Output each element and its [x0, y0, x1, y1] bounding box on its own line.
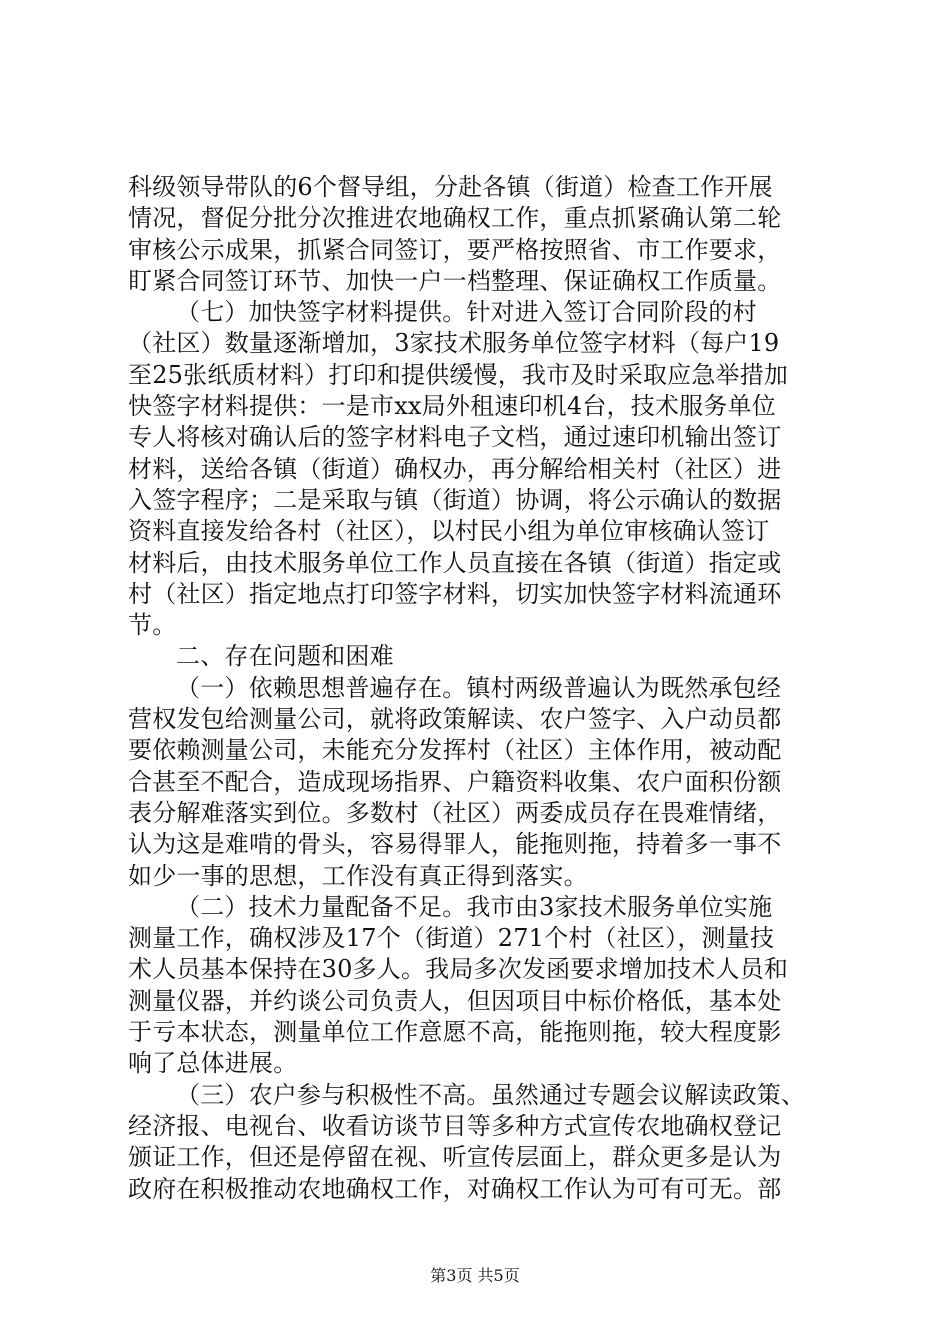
text-line: 资料直接发给各村（社区），以村民小组为单位审核确认签订 [128, 517, 770, 546]
text-line: 二、存在问题和困难 [176, 642, 394, 671]
text-line: 材料后，由技术服务单位工作人员直接在各镇（街道）指定或 [128, 548, 782, 577]
document-body [128, 172, 828, 1205]
text-line: 颁证工作，但还是停留在视、听宣传层面上，群众更多是认为 [128, 1143, 782, 1172]
page-footer [0, 1266, 950, 1286]
paragraph [128, 892, 828, 1080]
paragraph [128, 641, 828, 672]
text-line: 审核公示成果，抓紧合同签订，要严格按照省、市工作要求， [128, 235, 782, 264]
text-line: （三）农户参与积极性不高。虽然通过专题会议解读政策、 [176, 1080, 806, 1109]
text-line: 要依赖测量公司，未能充分发挥村（社区）主体作用，被动配 [128, 736, 782, 765]
text-line: 政府在积极推动农地确权工作，对确权工作认为可有可无。部 [128, 1174, 782, 1203]
text-line: 认为这是难啃的骨头，容易得罪人，能拖则拖，持着多一事不 [128, 830, 782, 859]
text-line: （一）依赖思想普遍存在。镇村两级普遍认为既然承包经 [176, 673, 781, 702]
paragraph [128, 1080, 828, 1205]
text-line: 合甚至不配合，造成现场指界、户籍资料收集、农户面积份额 [128, 767, 782, 796]
text-line: 于亏本状态，测量单位工作意愿不高，能拖则拖，较大程度影 [128, 1018, 782, 1047]
text-line: （社区）数量逐渐增加，3家技术服务单位签字材料（每户19 [128, 329, 780, 358]
text-line: 专人将核对确认后的签字材料电子文档，通过速印机输出签订 [128, 423, 782, 452]
text-line: 响了总体进展。 [128, 1049, 298, 1078]
text-line: 测量工作，确权涉及17个（街道）271个村（社区），测量技 [128, 924, 775, 953]
text-line: （七）加快签字材料提供。针对进入签订合同阶段的村 [176, 298, 757, 327]
paragraph [128, 297, 828, 641]
text-line: 测量仪器，并约谈公司负责人，但因项目中标价格低，基本处 [128, 986, 782, 1015]
text-line: 如少一事的思想，工作没有真正得到落实。 [128, 861, 588, 890]
paragraph [128, 673, 828, 892]
text-line: （二）技术力量配备不足。我市由3家技术服务单位实施 [176, 892, 773, 921]
text-line: 快签字材料提供：一是市xx局外租速印机4台，技术服务单位 [128, 392, 776, 421]
text-line: 至25张纸质材料）打印和提供缓慢，我市及时采取应急举措加 [128, 360, 789, 389]
text-line: 材料，送给各镇（街道）确权办，再分解给相关村（社区）进 [128, 454, 782, 483]
text-line: 情况，督促分批分次推进农地确权工作，重点抓紧确认第二轮 [128, 204, 782, 233]
text-line: 经济报、电视台、收看访谈节目等多种方式宣传农地确权登记 [128, 1111, 782, 1140]
page-number: 第3页 共5页 [430, 1266, 520, 1285]
text-line: 盯紧合同签订环节、加快一户一档整理、保证确权工作质量。 [128, 266, 782, 295]
text-line: 营权发包给测量公司，就将政策解读、农户签字、入户动员都 [128, 705, 782, 734]
paragraph [128, 172, 828, 297]
text-line: 表分解难落实到位。多数村（社区）两委成员存在畏难情绪， [128, 798, 782, 827]
text-line: 科级领导带队的6个督导组，分赴各镇（街道）检查工作开展 [128, 173, 773, 201]
text-line: 节。 [128, 611, 177, 640]
text-line: 术人员基本保持在30多人。我局多次发函要求增加技术人员和 [128, 955, 789, 984]
text-line: 入签字程序；二是采取与镇（街道）协调，将公示确认的数据 [128, 485, 782, 514]
text-line: 村（社区）指定地点打印签字材料，切实加快签字材料流通环 [128, 579, 782, 608]
